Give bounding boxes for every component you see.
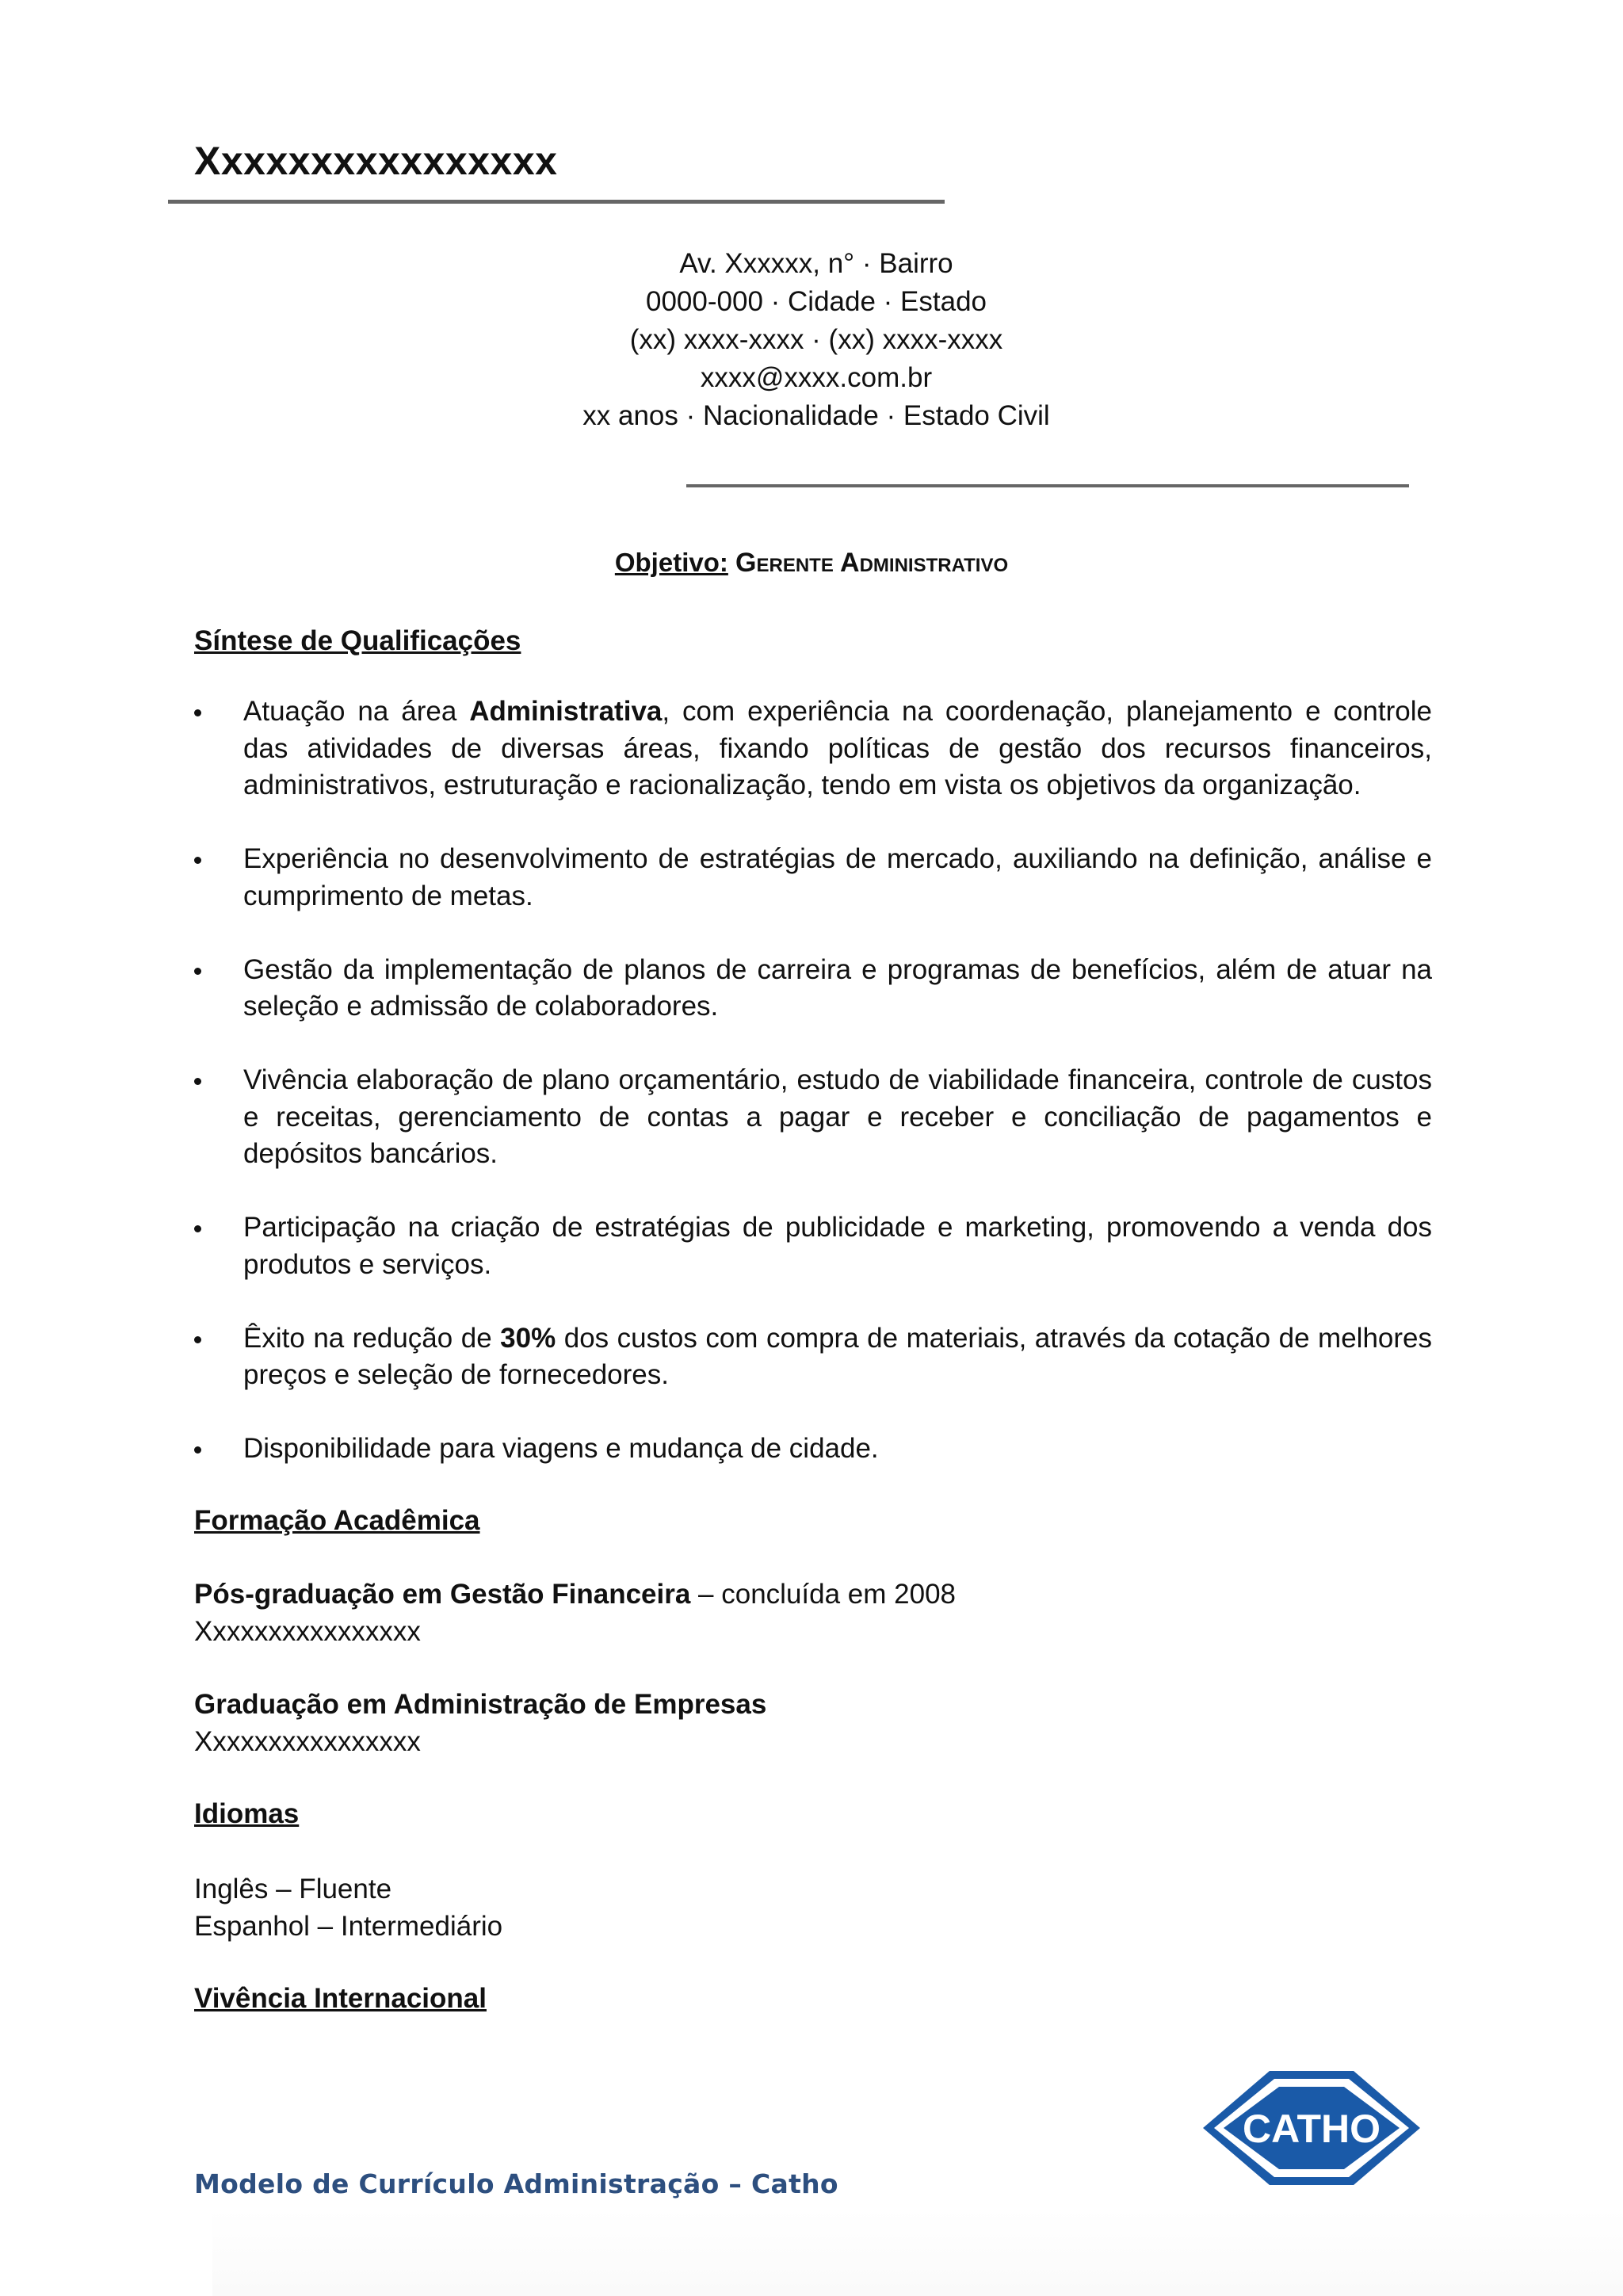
language-item: Inglês – Fluente [194,1874,392,1904]
objective [0,544,1623,582]
header-divider [168,200,945,204]
bullet-icon [194,1078,201,1085]
degree-title: Pós-graduação em Gestão Financeira [194,1579,691,1610]
institution: Xxxxxxxxxxxxxxxx [194,1615,421,1647]
contact-phones: (xx) xxxx-xxxx · (xx) xxxx-xxxx [629,324,1003,355]
language-item: Espanhol – Intermediário [194,1910,503,1942]
objective-label: Objetivo: [614,548,728,577]
contact-block [396,245,1236,435]
candidate-name: Xxxxxxxxxxxxxxxx [194,139,558,183]
list-item: Participação na criação de estratégias de publicidade e marketing, promovendo a venda dos produtos e serviços. [194,1209,1432,1283]
bullet-icon [194,1225,201,1232]
education-entry [194,1687,766,1760]
list-item: Gestão da implementação de planos de carreira e programas de benefícios, além de atuar na seleção e admissão de colaboradores. [194,952,1432,1026]
contact-divider [686,484,1409,487]
degree-title: Graduação em Administração de Empresas [194,1689,767,1720]
languages-list [194,1871,502,1945]
contact-email: xxxx@xxxx.com.br [700,362,933,393]
list-item: Atuação na área Administrativa, com experiência na coordenação, planejamento e controle das atividades de diversas áreas, fixando políticas de gestão dos recursos financeiros, administrativos, estruturação e racionalização, tendo em vista os objetivos da organização. [194,693,1432,804]
logo-wordmark: CATHO [1242,2107,1381,2151]
bullet-icon [194,968,201,975]
languages-heading: Idiomas [194,1798,300,1829]
qualifications-list [194,693,1432,1504]
list-item: Êxito na redução de 30% dos custos com compra de materiais, através da cotação de melhores preços e seleção de fornecedores. [194,1320,1432,1394]
contact-personal: xx anos · Nacionalidade · Estado Civil [582,400,1050,431]
bullet-icon [194,857,201,864]
bullet-icon [194,709,201,716]
international-heading: Vivência Internacional [194,1983,487,2014]
catho-logo [1197,2065,1426,2191]
bullet-icon [194,1336,201,1343]
institution: Xxxxxxxxxxxxxxxx [194,1725,421,1757]
degree-status: – concluída em 2008 [690,1579,956,1610]
qualifications-heading: Síntese de Qualificações [194,625,521,656]
list-item: Experiência no desenvolvimento de estratégias de mercado, auxiliando na definição, análise e cumprimento de metas. [194,841,1432,915]
objective-value: Gerente Administrativo [735,548,1009,578]
footer-caption: Modelo de Currículo Administração – Catho [194,2168,838,2199]
contact-city: 0000-000 · Cidade · Estado [646,286,987,317]
list-item: Vivência elaboração de plano orçamentário, estudo de viabilidade financeira, controle de custos e receitas, gerenciamento de contas a pagar e receber e conciliação de pagamentos e depósitos bancários. [194,1062,1432,1173]
page-corner-shade [212,2209,1623,2296]
contact-address: Av. Xxxxxx, n° · Bairro [679,248,953,279]
bullet-icon [194,1446,201,1454]
education-heading: Formação Acadêmica [194,1505,480,1536]
education-entry [194,1576,956,1650]
list-item: Disponibilidade para viagens e mudança de cidade. [194,1431,1432,1468]
